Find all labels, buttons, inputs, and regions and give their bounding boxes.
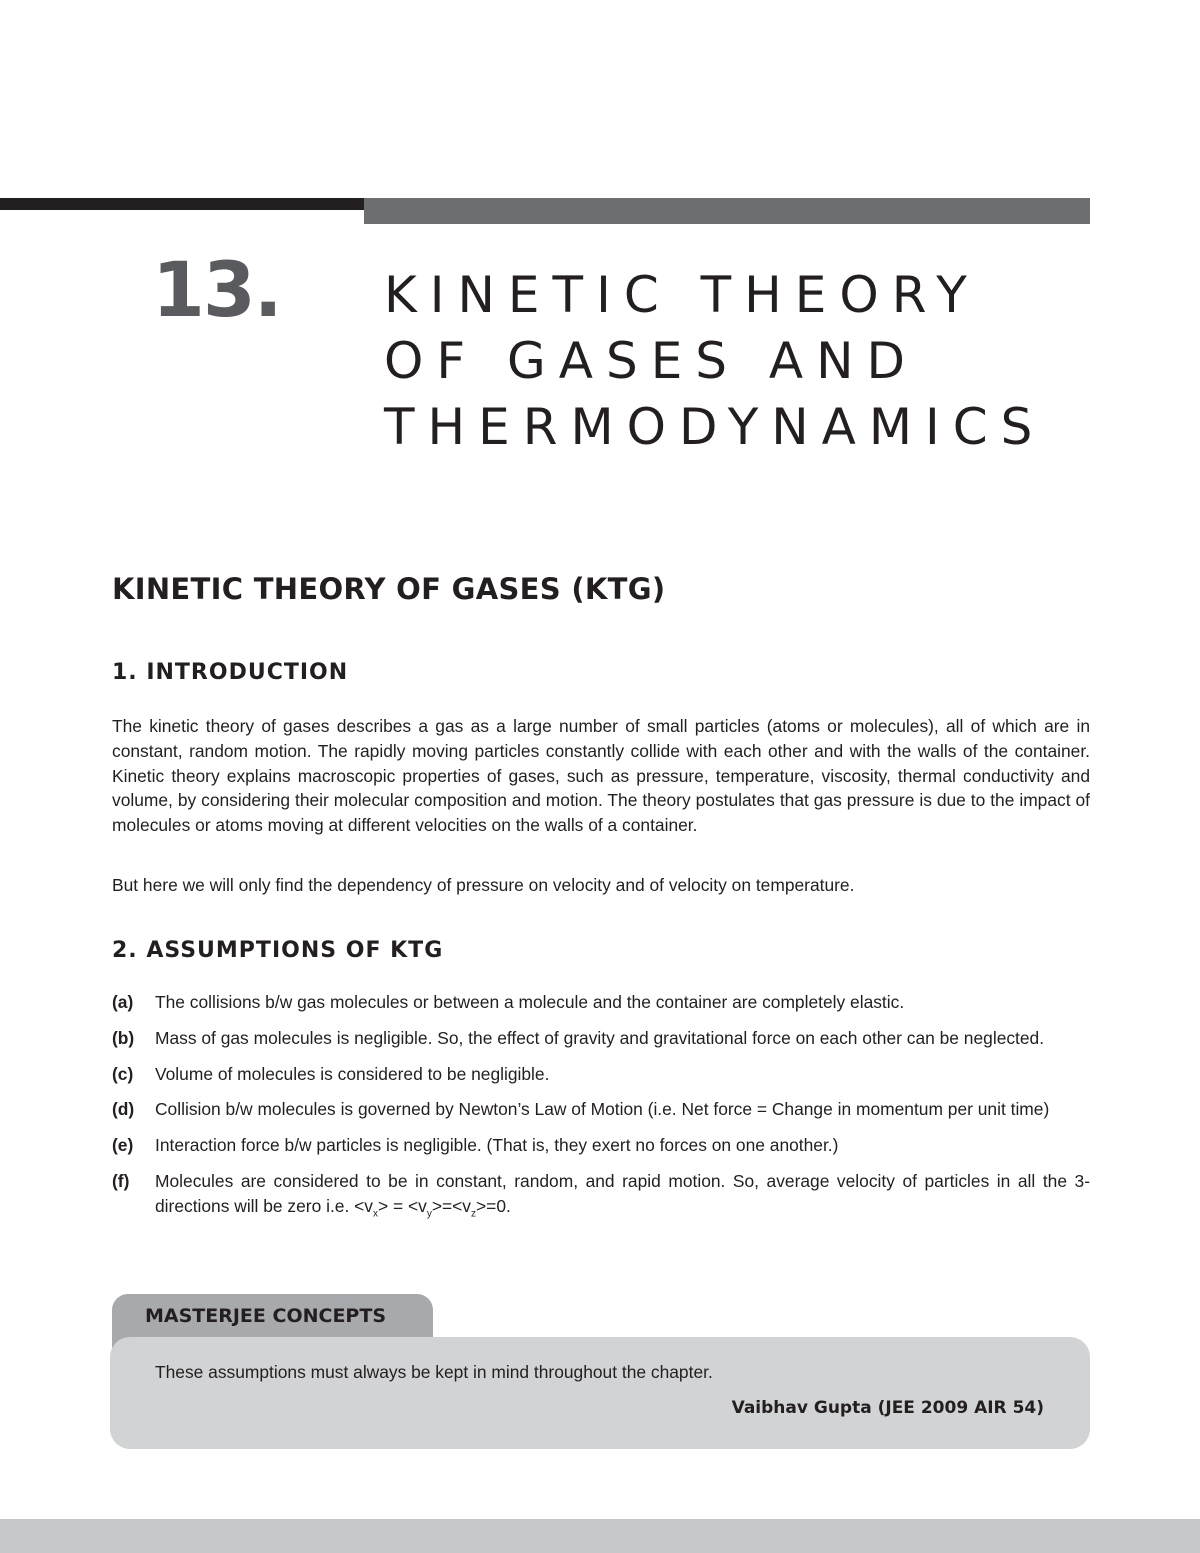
math-open: <v <box>354 1195 373 1216</box>
item-text: Interaction force b/w particles is negligible. (That is, they exert no forces on one another.) <box>155 1135 839 1156</box>
assumptions-list <box>112 990 1090 1230</box>
assumptions-heading: 2. ASSUMPTIONS OF KTG <box>112 938 444 963</box>
item-label: (e) <box>112 1135 134 1156</box>
velocity-equation <box>354 1195 511 1220</box>
item-label: (d) <box>112 1099 135 1120</box>
chapter-title-line: KINETIC THEORY <box>384 266 980 324</box>
list-item <box>112 1133 1090 1158</box>
subscript-y: y <box>426 1208 432 1220</box>
math-close: > <box>476 1195 487 1216</box>
math-zero: 0. <box>496 1195 511 1216</box>
concept-text: These assumptions must always be kept in mind throughout the chapter. <box>155 1362 713 1382</box>
item-text: Volume of molecules is considered to be negligible. <box>155 1063 550 1084</box>
list-item <box>112 1097 1090 1122</box>
concept-label: MASTERJEE CONCEPTS <box>145 1305 386 1327</box>
item-label: (c) <box>112 1063 134 1084</box>
item-text: The collisions b/w gas molecules or between a molecule and the container are completely elastic. <box>155 992 905 1012</box>
list-item <box>112 1062 1090 1087</box>
chapter-number: 13. <box>152 245 281 334</box>
math-close: > <box>431 1195 442 1216</box>
math-equals: = <box>388 1195 408 1216</box>
item-label: (a) <box>112 992 134 1012</box>
chapter-title-line: OF GASES AND <box>384 332 919 390</box>
footer-bar <box>0 1519 1200 1553</box>
chapter-title-line: THERMODYNAMICS <box>384 398 1046 456</box>
introduction-note: But here we will only find the dependency of pressure on velocity and of velocity on temperature. <box>112 875 855 895</box>
item-label: (f) <box>112 1170 130 1191</box>
section-title: KINETIC THEORY OF GASES (KTG) <box>112 572 666 606</box>
concept-author: Vaibhav Gupta (JEE 2009 AIR 54) <box>731 1398 1044 1418</box>
item-text: Molecules are considered to be in constant, random, and rapid motion. So, average velocity of particles in all the 3-directions will be zero i.e. <box>155 1170 1090 1216</box>
list-item <box>112 990 1090 1015</box>
math-equals: = <box>441 1195 453 1216</box>
list-item <box>112 1169 1090 1219</box>
header-gray-bar <box>364 198 1090 224</box>
subscript-x: x <box>372 1208 378 1220</box>
introduction-heading: 1. INTRODUCTION <box>112 660 349 685</box>
math-open: <v <box>452 1195 471 1216</box>
concept-box <box>110 1337 1090 1449</box>
item-text: Collision b/w molecules is governed by Newton’s Law of Motion (i.e. Net force = Change in momentum per unit time) <box>155 1099 1050 1120</box>
list-item <box>112 1026 1090 1051</box>
math-open: <v <box>407 1195 427 1216</box>
item-label: (b) <box>112 1027 135 1048</box>
item-text: Mass of gas molecules is negligible. So, the effect of gravity and gravitational force on each other can be neglected. <box>155 1027 1045 1048</box>
math-close: > <box>377 1195 389 1216</box>
math-equals: = <box>486 1195 497 1216</box>
subscript-z: z <box>471 1208 476 1220</box>
chapter-title <box>384 262 1104 460</box>
header-dark-bar <box>0 198 364 210</box>
introduction-paragraph: The kinetic theory of gases describes a gas as a large number of small particles (atoms or molecules), all of which are in constant, random motion. The rapidly moving particles constantly collide with each other and with the walls of the container. Kinetic theory explains macroscopic properties of gases, such as pressure, temperature, viscosity, thermal conductivity and volume, by considering their molecular composition and motion. The theory postulates that gas pressure is due to the impact of molecules or atoms moving at different velocities on the walls of a container. <box>112 716 1090 836</box>
